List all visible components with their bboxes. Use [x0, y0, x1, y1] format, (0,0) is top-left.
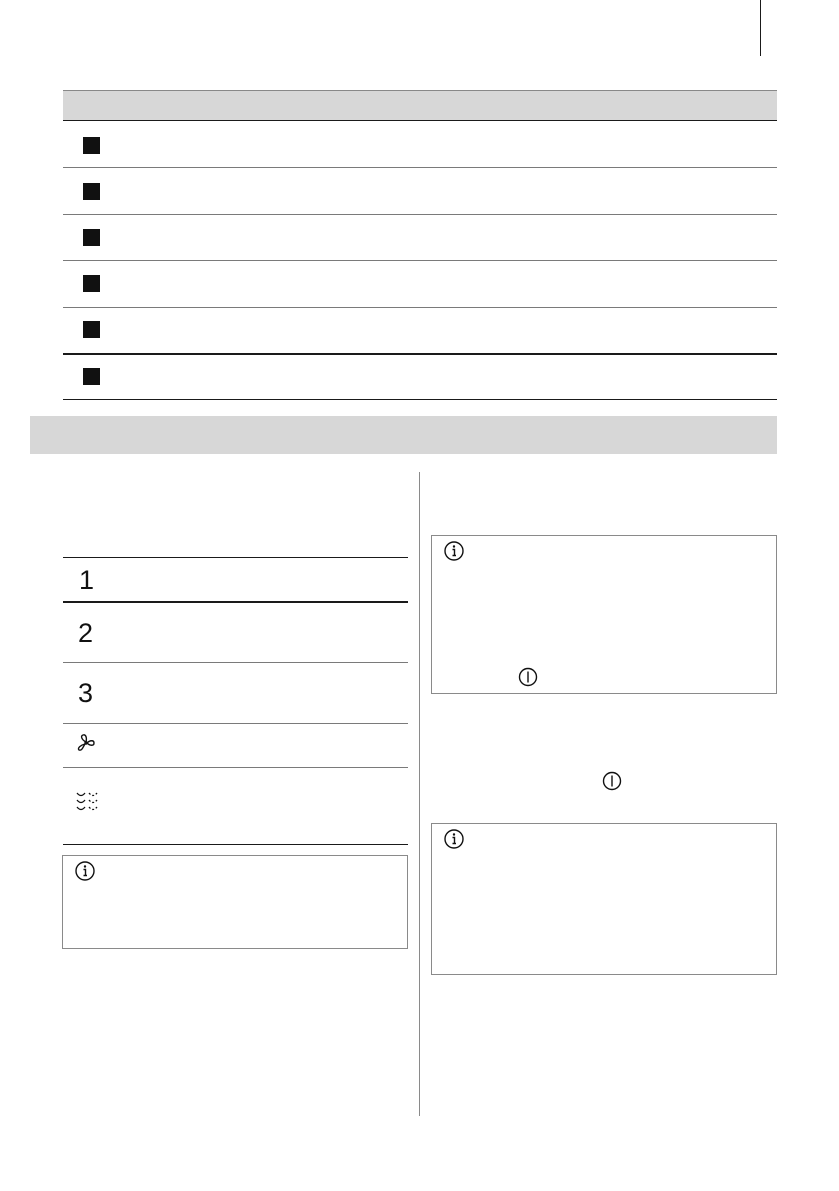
- note-box: [431, 535, 777, 694]
- table-divider: [63, 214, 777, 215]
- list-divider: [63, 844, 408, 845]
- list-item-number: 2: [78, 618, 94, 648]
- info-icon: [444, 829, 464, 849]
- info-icon: [75, 861, 95, 881]
- note-box: [62, 855, 408, 949]
- list-divider: [63, 662, 408, 663]
- info-icon: [444, 541, 464, 561]
- table-divider: [63, 167, 777, 168]
- black-square-icon: [83, 229, 100, 246]
- table-divider: [63, 307, 777, 308]
- crop-mark: [760, 0, 761, 56]
- section-heading-band: [30, 416, 777, 454]
- table-divider: [63, 353, 777, 355]
- power-icon: [518, 667, 538, 687]
- list-divider: [63, 601, 408, 603]
- note-box: [431, 823, 777, 975]
- list-item-number: 1: [79, 565, 95, 595]
- table-header: [63, 90, 777, 121]
- list-item-number: 3: [78, 678, 94, 708]
- black-square-icon: [83, 137, 100, 154]
- steam-icon: [75, 790, 99, 816]
- table-divider: [63, 120, 777, 121]
- list-divider: [63, 557, 408, 558]
- column-divider: [419, 472, 420, 1116]
- power-icon: [602, 771, 622, 791]
- table-bottom-rule: [63, 399, 777, 400]
- list-divider: [63, 767, 408, 768]
- black-square-icon: [83, 368, 100, 385]
- black-square-icon: [83, 275, 100, 292]
- list-divider: [63, 723, 408, 724]
- table-divider: [63, 260, 777, 261]
- fan-icon: [76, 733, 96, 753]
- black-square-icon: [83, 321, 100, 338]
- black-square-icon: [83, 183, 100, 200]
